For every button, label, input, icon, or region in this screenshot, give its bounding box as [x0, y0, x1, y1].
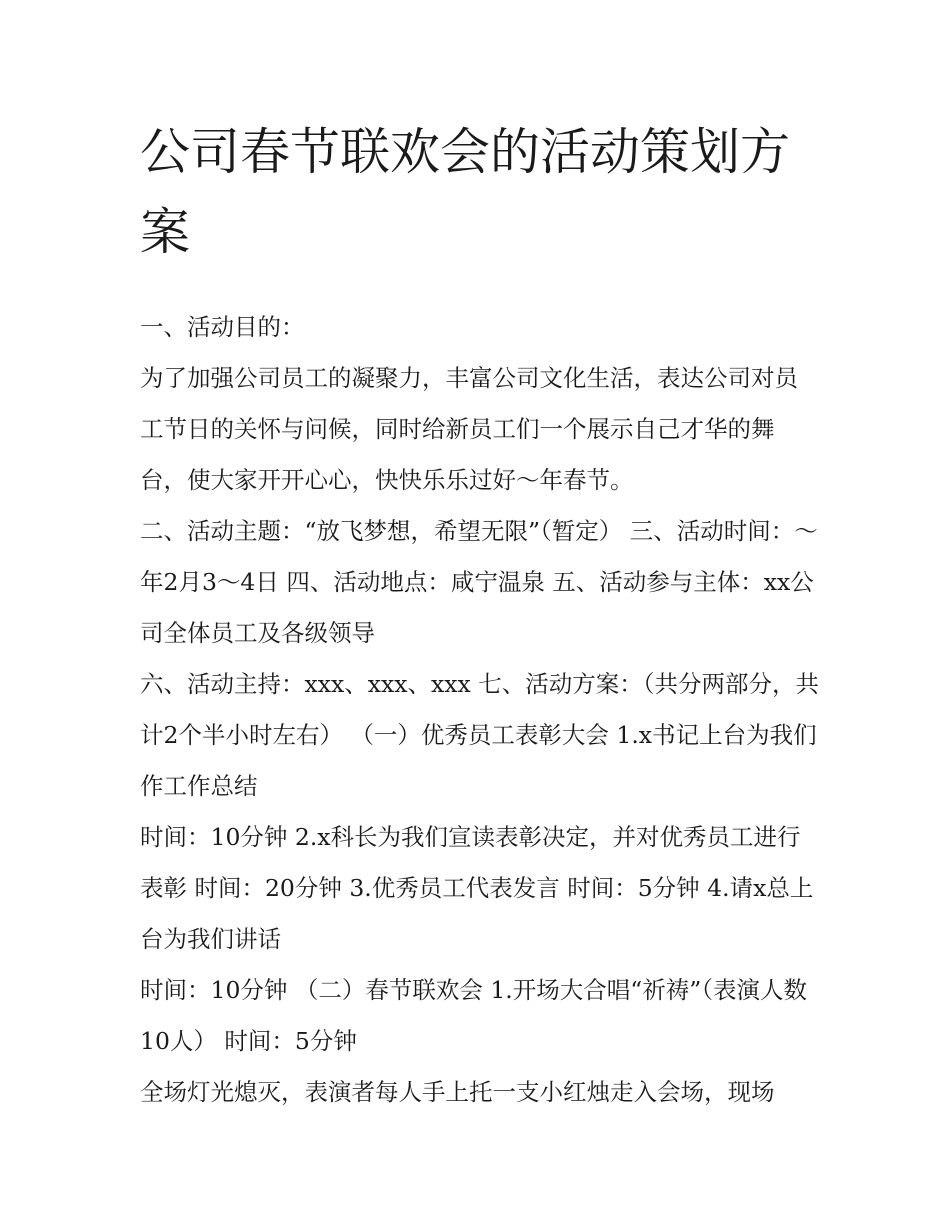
paragraph-commendation: 时间：10分钟 2.x科长为我们宣读表彰决定，并对优秀员工进行表彰 时间：20分钟 3.优秀员工代表发言 时间：5分钟 4.请x总上台为我们讲话 [140, 823, 814, 953]
paragraph-theme-time-place: 二、活动主题：“放飞梦想，希望无限”（暂定） 三、活动时间：～年2月3～4日 四、活动地点：咸宁温泉 五、活动参与主体：xx公司全体员工及各级领导 [140, 517, 818, 647]
paragraph-host-plan: 六、活动主持：xxx、xxx、xxx 七、活动方案：（共分两部分，共计2个半小时左右） （一）优秀员工表彰大会 1.x书记上台为我们作工作总结 [140, 670, 819, 800]
document-title: 公司春节联欢会的活动策划方案 [140, 123, 790, 261]
section-heading-purpose: 一、活动目的： [140, 313, 305, 341]
paragraph-opening: 全场灯光熄灭，表演者每人手上托一支小红烛走入会场，现场 [140, 1078, 775, 1106]
paragraph-gala: 时间：10分钟 （二）春节联欢会 1.开场大合唱“祈祷”（表演人数10人） 时间：5分钟 [140, 976, 808, 1055]
paragraph-purpose: 为了加强公司员工的凝聚力，丰富公司文化生活，表达公司对员工节日的关怀与问候，同时给新员工们一个展示自己才华的舞台，使大家开开心心，快快乐乐过好～年春节。 [140, 364, 798, 494]
document-body [140, 302, 820, 1118]
document-page [140, 112, 820, 1118]
